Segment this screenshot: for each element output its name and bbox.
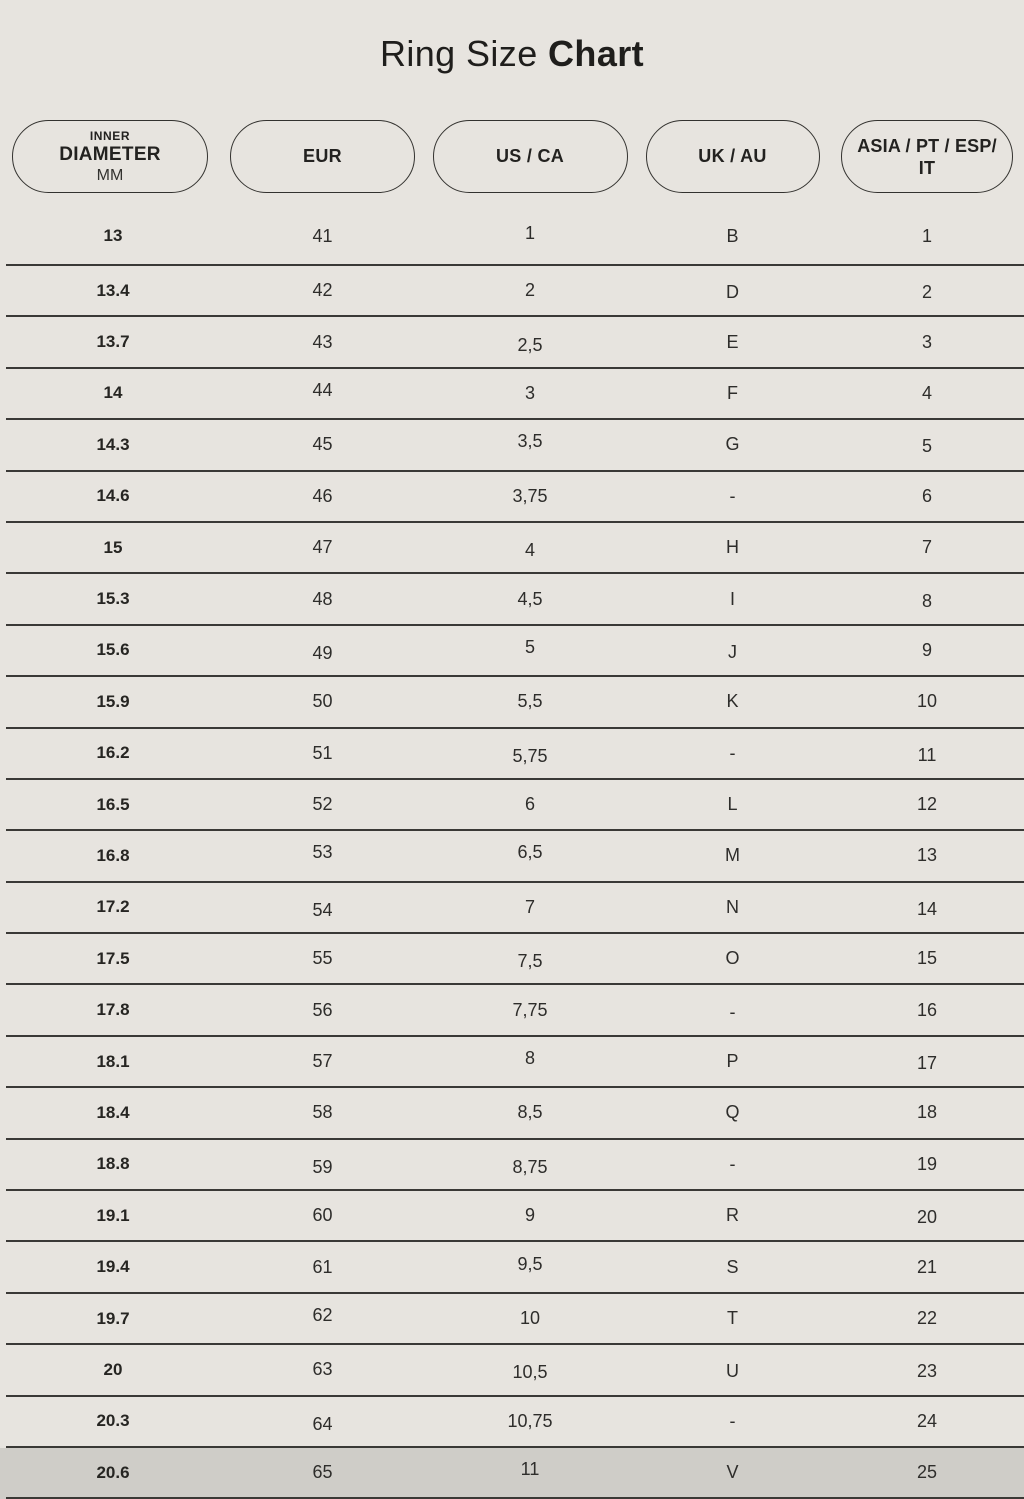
cell-inner-diameter: 17.8 <box>96 1000 130 1020</box>
column-header-line: ASIA / PT / ESP/ <box>857 135 997 156</box>
table-row <box>6 1191 1024 1242</box>
cell-inner-diameter: 20 <box>103 1359 123 1379</box>
cell-eur: 41 <box>312 225 333 246</box>
cell-uk-au: H <box>726 537 739 558</box>
cell-eur: 44 <box>312 379 333 400</box>
cell-eur: 63 <box>312 1359 333 1380</box>
column-header-eur <box>230 120 415 193</box>
column-header-uk-au <box>646 120 820 193</box>
cell-uk-au: T <box>727 1308 738 1328</box>
column-header-label: EUR <box>303 146 342 166</box>
cell-inner-diameter: 20.6 <box>96 1462 130 1482</box>
table-row <box>6 369 1024 420</box>
cell-asia-pt-esp-it: 2 <box>921 282 932 303</box>
cell-inner-diameter: 18.4 <box>96 1102 130 1122</box>
cell-inner-diameter: 16.8 <box>96 845 130 865</box>
cell-eur: 54 <box>312 899 333 920</box>
cell-asia-pt-esp-it: 7 <box>921 537 932 558</box>
cell-uk-au: U <box>726 1361 739 1382</box>
cell-inner-diameter: 17.2 <box>96 897 130 917</box>
cell-us-ca: 10 <box>519 1308 541 1328</box>
cell-asia-pt-esp-it: 6 <box>921 485 932 506</box>
cell-us-ca: 8 <box>524 1048 535 1069</box>
table-row <box>6 266 1024 317</box>
cell-uk-au: J <box>728 641 737 662</box>
column-header-label: US / CA <box>495 146 565 166</box>
cell-inner-diameter: 13.4 <box>96 280 130 300</box>
cell-eur: 47 <box>312 537 333 558</box>
cell-inner-diameter: 18.1 <box>96 1051 130 1071</box>
cell-uk-au: L <box>727 794 738 815</box>
cell-us-ca: 4,5 <box>517 588 543 609</box>
cell-uk-au: S <box>726 1256 739 1277</box>
cell-inner-diameter: 18.8 <box>96 1154 130 1174</box>
table-row <box>6 420 1024 471</box>
cell-inner-diameter: 15.3 <box>96 589 130 609</box>
cell-eur: 58 <box>312 1102 333 1123</box>
cell-asia-pt-esp-it: 23 <box>916 1361 938 1382</box>
cell-eur: 60 <box>312 1205 333 1226</box>
cell-us-ca: 7,75 <box>512 999 548 1020</box>
cell-inner-diameter: 15.6 <box>96 640 130 660</box>
table-row <box>6 1345 1024 1396</box>
cell-uk-au: R <box>726 1205 739 1226</box>
cell-asia-pt-esp-it: 9 <box>921 639 932 660</box>
cell-inner-diameter: 19.1 <box>96 1205 130 1225</box>
cell-uk-au: - <box>729 742 736 763</box>
cell-eur: 48 <box>312 588 333 609</box>
page-title-bold: Chart <box>548 33 645 74</box>
column-header-label: UK / AU <box>698 146 767 166</box>
table-row <box>6 1140 1024 1191</box>
cell-asia-pt-esp-it: 11 <box>917 744 937 765</box>
cell-uk-au: P <box>726 1051 739 1072</box>
cell-asia-pt-esp-it: 21 <box>916 1256 938 1277</box>
cell-asia-pt-esp-it: 15 <box>916 948 938 969</box>
table-row <box>6 574 1024 625</box>
table-row <box>6 729 1024 780</box>
table-row <box>6 883 1024 934</box>
cell-inner-diameter: 13.7 <box>96 332 130 352</box>
table-row <box>6 626 1024 677</box>
cell-uk-au: - <box>729 1153 736 1174</box>
cell-us-ca: 11 <box>520 1459 540 1480</box>
cell-us-ca: 2,5 <box>517 334 543 355</box>
cell-uk-au: O <box>725 948 740 969</box>
column-header-line: IT <box>918 157 936 178</box>
cell-eur: 64 <box>312 1413 333 1434</box>
table-row <box>6 677 1024 728</box>
cell-asia-pt-esp-it: 19 <box>916 1153 938 1174</box>
table-row <box>6 1242 1024 1293</box>
cell-uk-au: N <box>726 896 739 917</box>
cell-us-ca: 7,5 <box>517 951 543 972</box>
table-row <box>6 831 1024 882</box>
cell-uk-au: F <box>727 382 738 403</box>
table-row <box>6 985 1024 1036</box>
cell-asia-pt-esp-it: 22 <box>916 1308 938 1328</box>
cell-us-ca: 5,5 <box>517 691 543 712</box>
cell-asia-pt-esp-it: 3 <box>921 331 932 352</box>
table-row <box>6 1294 1024 1345</box>
ring-size-table-body <box>6 208 1024 1499</box>
table-row <box>6 1448 1024 1499</box>
cell-eur: 46 <box>312 485 333 506</box>
cell-eur: 50 <box>312 691 333 712</box>
table-row <box>6 780 1024 831</box>
cell-eur: 59 <box>312 1156 333 1177</box>
cell-eur: 43 <box>312 331 333 352</box>
cell-uk-au: M <box>725 845 740 866</box>
column-header-line: DIAMETER <box>59 143 161 165</box>
cell-eur: 61 <box>312 1256 333 1277</box>
cell-us-ca: 6 <box>524 794 535 815</box>
cell-asia-pt-esp-it: 1 <box>921 225 932 246</box>
cell-asia-pt-esp-it: 13 <box>916 845 938 866</box>
cell-inner-diameter: 17.5 <box>96 948 130 968</box>
cell-us-ca: 8,75 <box>512 1156 548 1177</box>
column-header-asia-pt-esp-it <box>841 120 1013 193</box>
cell-inner-diameter: 15 <box>103 537 123 557</box>
table-row <box>6 1397 1024 1448</box>
column-header-us-ca <box>433 120 628 193</box>
cell-us-ca: 2 <box>524 280 535 301</box>
cell-asia-pt-esp-it: 17 <box>916 1053 938 1074</box>
cell-eur: 62 <box>312 1305 333 1325</box>
cell-us-ca: 9,5 <box>517 1253 543 1274</box>
cell-uk-au: B <box>726 225 739 246</box>
cell-asia-pt-esp-it: 10 <box>916 691 938 712</box>
cell-us-ca: 5,75 <box>512 745 548 766</box>
column-header-inner-diameter <box>12 120 208 193</box>
cell-eur: 42 <box>312 280 333 301</box>
cell-us-ca: 3,75 <box>512 485 548 506</box>
column-header-line: INNER <box>89 128 131 143</box>
table-row <box>6 472 1024 523</box>
cell-us-ca: 6,5 <box>517 842 543 863</box>
cell-us-ca: 8,5 <box>517 1102 543 1123</box>
cell-inner-diameter: 19.7 <box>96 1308 130 1328</box>
cell-inner-diameter: 16.2 <box>96 743 130 763</box>
cell-uk-au: K <box>726 691 739 712</box>
cell-uk-au: Q <box>725 1102 740 1123</box>
column-header-line: MM <box>96 166 124 184</box>
cell-asia-pt-esp-it: 8 <box>921 590 932 611</box>
cell-asia-pt-esp-it: 5 <box>921 436 932 457</box>
cell-us-ca: 10,5 <box>512 1362 548 1383</box>
cell-us-ca: 1 <box>524 222 535 243</box>
cell-inner-diameter: 15.9 <box>96 691 130 711</box>
table-row <box>6 317 1024 368</box>
table-row <box>6 523 1024 574</box>
cell-inner-diameter: 13 <box>103 226 123 245</box>
cell-inner-diameter: 14 <box>103 383 123 403</box>
cell-inner-diameter: 19.4 <box>96 1257 130 1277</box>
page-title-regular: Ring Size <box>379 33 538 74</box>
cell-us-ca: 9 <box>524 1205 535 1226</box>
cell-uk-au: - <box>729 1410 736 1431</box>
cell-inner-diameter: 16.5 <box>96 794 130 814</box>
cell-inner-diameter: 14.6 <box>96 486 130 506</box>
table-header <box>0 120 1024 193</box>
cell-eur: 56 <box>312 999 333 1020</box>
cell-eur: 52 <box>312 794 333 815</box>
cell-uk-au: - <box>729 1001 736 1022</box>
cell-uk-au: D <box>726 282 739 303</box>
cell-asia-pt-esp-it: 16 <box>916 999 938 1020</box>
cell-us-ca: 10,75 <box>507 1410 553 1431</box>
cell-us-ca: 3,5 <box>517 431 543 452</box>
cell-asia-pt-esp-it: 25 <box>916 1462 938 1483</box>
cell-asia-pt-esp-it: 12 <box>916 794 938 815</box>
cell-uk-au: E <box>726 331 739 352</box>
cell-us-ca: 4 <box>524 540 535 561</box>
page-title <box>0 0 1024 75</box>
cell-inner-diameter: 14.3 <box>96 434 130 454</box>
table-row <box>6 208 1024 266</box>
cell-uk-au: - <box>729 485 736 506</box>
cell-eur: 51 <box>312 742 333 763</box>
cell-uk-au: G <box>725 434 740 455</box>
table-row <box>6 1088 1024 1139</box>
cell-us-ca: 5 <box>524 636 535 657</box>
cell-asia-pt-esp-it: 20 <box>916 1207 938 1228</box>
cell-uk-au: I <box>729 588 735 609</box>
cell-eur: 53 <box>312 842 333 863</box>
cell-eur: 65 <box>312 1462 333 1483</box>
cell-asia-pt-esp-it: 14 <box>916 898 938 919</box>
cell-eur: 45 <box>312 434 333 455</box>
cell-eur: 49 <box>312 642 333 663</box>
cell-asia-pt-esp-it: 24 <box>916 1410 938 1431</box>
cell-asia-pt-esp-it: 18 <box>916 1102 938 1123</box>
cell-us-ca: 3 <box>524 382 535 403</box>
table-row <box>6 1037 1024 1088</box>
cell-uk-au: V <box>726 1462 739 1483</box>
cell-inner-diameter: 20.3 <box>96 1411 130 1431</box>
cell-us-ca: 7 <box>524 896 535 917</box>
cell-eur: 55 <box>312 948 333 969</box>
cell-asia-pt-esp-it: 4 <box>921 382 932 403</box>
table-row <box>6 934 1024 985</box>
cell-eur: 57 <box>312 1051 333 1072</box>
